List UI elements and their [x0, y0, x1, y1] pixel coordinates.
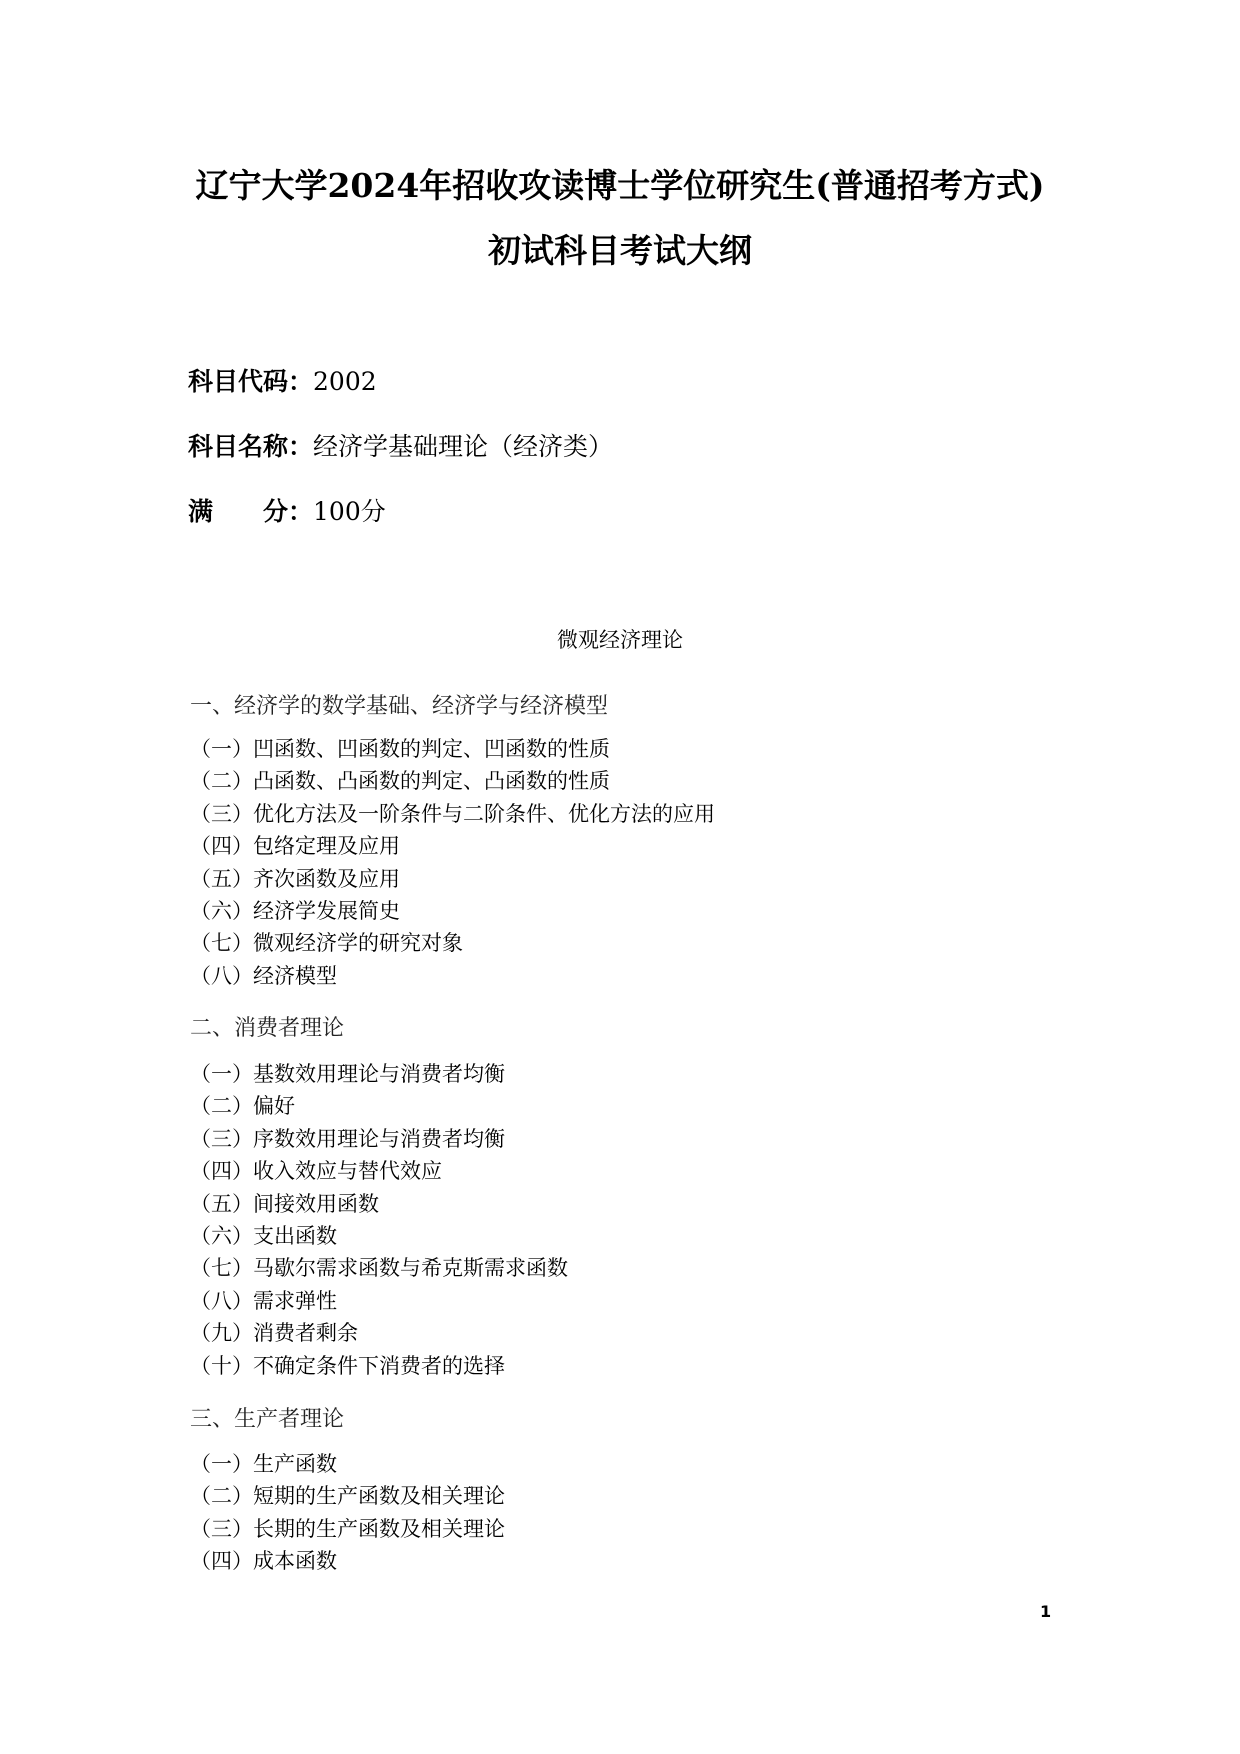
- list-item: （四）收入效应与替代效应: [190, 1159, 442, 1184]
- list-item: （八）需求弹性: [190, 1288, 337, 1313]
- full-score: [188, 492, 386, 528]
- list-item: （一）生产函数: [190, 1452, 337, 1476]
- subject-code-label: 科目代码：: [188, 367, 314, 396]
- section-heading: 三、生产者理论: [190, 1407, 345, 1432]
- list-item: （六）经济学发展简史: [190, 899, 400, 924]
- list-item: （八）经济模型: [190, 963, 337, 988]
- section-1-list: [190, 733, 715, 992]
- section-heading: 一、经济学的数学基础、经济学与经济模型: [190, 694, 609, 719]
- list-item: （三）序数效用理论与消费者均衡: [190, 1126, 505, 1151]
- subject-code-value: 2002: [313, 367, 377, 396]
- list-item: （七）马歇尔需求函数与希克斯需求函数: [190, 1256, 568, 1281]
- part-title: 微观经济理论: [557, 628, 683, 652]
- list-item: （十）不确定条件下消费者的选择: [190, 1353, 505, 1378]
- list-item: （二）偏好: [190, 1094, 295, 1119]
- subject-name-value: 经济学基础理论（经济类）: [313, 432, 614, 461]
- list-item: （四）成本函数: [190, 1549, 337, 1574]
- list-item: （九）消费者剩余: [190, 1321, 358, 1346]
- full-score-label: 满 分：: [188, 497, 314, 526]
- list-item: （二）短期的生产函数及相关理论: [190, 1484, 505, 1509]
- section-heading: 二、消费者理论: [190, 1016, 345, 1041]
- full-score-value: 100分: [313, 497, 386, 526]
- list-item: （七）微观经济学的研究对象: [190, 931, 463, 956]
- list-item: （一）凹函数、凹函数的判定、凹函数的性质: [190, 737, 610, 761]
- list-item: （四）包络定理及应用: [190, 834, 400, 859]
- list-item: （五）间接效用函数: [190, 1191, 379, 1216]
- list-item: （三）优化方法及一阶条件与二阶条件、优化方法的应用: [190, 801, 715, 826]
- subject-code: [188, 362, 377, 398]
- subject-name-label: 科目名称：: [188, 432, 314, 461]
- page-number: 1: [1040, 1602, 1052, 1621]
- document-title-line-2: 初试科目考试大纲: [488, 231, 752, 270]
- section-2-list: [190, 1058, 568, 1382]
- list-item: （一）基数效用理论与消费者均衡: [190, 1062, 505, 1086]
- subject-name: [188, 427, 613, 463]
- list-item: （六）支出函数: [190, 1224, 337, 1249]
- document-title-line-1: 辽宁大学2024年招收攻读博士学位研究生(普通招考方式): [195, 166, 1045, 205]
- list-item: （五）齐次函数及应用: [190, 866, 400, 891]
- section-3-list: [190, 1448, 505, 1578]
- list-item: （三）长期的生产函数及相关理论: [190, 1516, 505, 1541]
- list-item: （二）凸函数、凸函数的判定、凸函数的性质: [190, 769, 610, 794]
